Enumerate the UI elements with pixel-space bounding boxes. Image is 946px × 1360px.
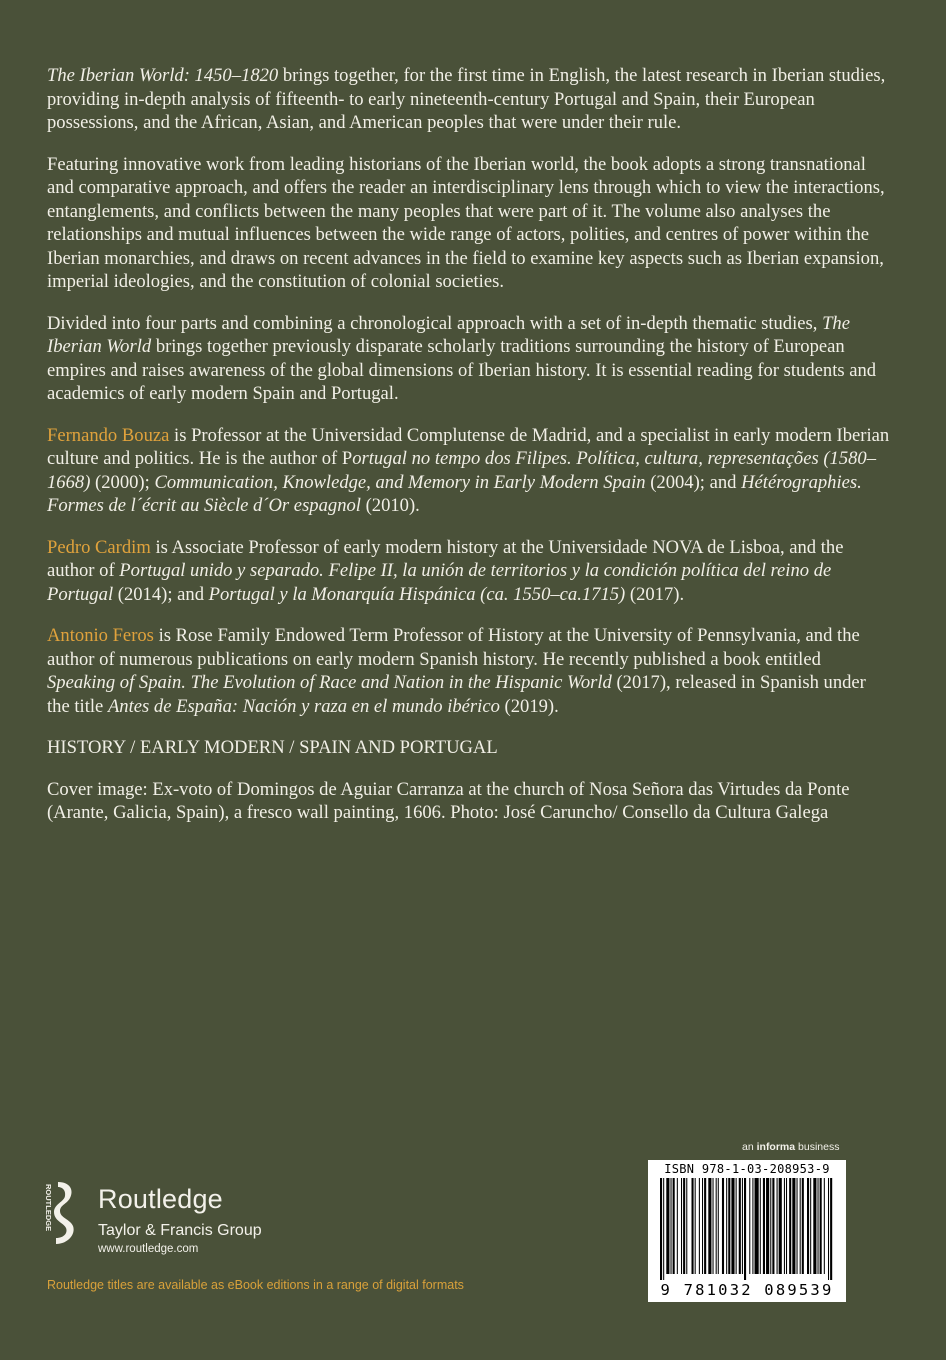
publisher-group: Taylor & Francis Group [98,1222,262,1239]
editor-name: Antonio Feros [47,625,154,646]
isbn-label: ISBN 978-1-03-208953-9 [664,1162,830,1176]
blurb-paragraph-2: Featuring innovative work from leading historians of the Iberian world, the book adopts a strong transnational and comparative approach, and offers the reader an interdisciplinary lens through which to view the interactions, entanglements, and conflicts between the many peoples that were part of it. The volume also analyses the relationships and mutual influences between the wide range of actors, polities, and centres of power within the Iberian monarchies, and draws on recent advances in the field to examine key aspects such as Iberian expansion, imperial ideologies, and the constitution of colonial societies. [47,153,885,292]
barcode [648,1160,846,1302]
publisher-url: www.routledge.com [98,1243,199,1255]
editor-name: Fernando Bouza [47,424,170,446]
cover-image-credit: Cover image: Ex-voto of Domingos de Aguiar Carranza at the church of Nosa Señora das Virtudes da Ponte (Arante, Galicia, Spain), a fresco wall painting, 1606. Photo: José Caruncho/ Consello da Cultura Galega [47,778,850,823]
routledge-logo-icon [40,1178,100,1258]
blurb-paragraph-1: The Iberian World: 1450–1820 brings together, for the first time in English, the latest research in Iberian studies, providing in-depth analysis of fifteenth- to early nineteenth-century Portugal and Spain, their European possessions, and the African, Asian, and American peoples that were under their rule. [47,65,886,133]
ean-number: 9 781032 089539 [660,1281,834,1299]
publisher-name: Routledge [98,1184,223,1214]
svg-text:ROUTLEDGE: ROUTLEDGE [44,1184,53,1232]
ebook-note: Routledge titles are available as eBook editions in a range of digital formats [47,1278,464,1292]
informa-tagline: an informa business [742,1141,840,1153]
book-title: The Iberian World: 1450–1820 [47,65,279,86]
subject-category: HISTORY / EARLY MODERN / SPAIN AND PORTUGAL [47,737,498,758]
editor-bio-cardim: Pedro Cardim is Associate Professor of early modern history at the Universidade NOVA de Lisboa, and the author of Portugal unido y separado. Felipe II, la unión de territorios y la condición política del reino de Portugal (2014); and Portugal y la Monarquía Hispánica (ca. 1550–ca.1715) (2017). [47,536,844,605]
blurb-paragraph-3: Divided into four parts and combining a chronological approach with a set of in-depth thematic studies, The Iberian World brings together previously disparate scholarly traditions surrounding the history of European empires and raises awareness of the global dimensions of Iberian history. It is essential reading for students and academics of early modern Spain and Portugal. [47,312,877,404]
barcode-bars-icon [656,1178,838,1280]
editor-bio-feros: Antonio Feros is Rose Family Endowed Term Professor of History at the University of Pennsylvania, and the author of numerous publications on early modern Spanish history. He recently published a book entitled Speaking of Spain. The Evolution of Race and Nation in the Hispanic World (2017), released in Spanish under the title Antes de España: Nación y raza en el mundo ibérico (2019). [47,625,866,717]
editor-name: Pedro Cardim [47,536,151,558]
back-cover-text [47,64,892,843]
editor-bio-bouza: Fernando Bouza is Professor at the Universidad Complutense de Madrid, and a specialist in early modern Iberian culture and politics. He is the author of Portugal no tempo dos Filipes. Política, cultura, representações (1580–1668) (2000); Communication, Knowledge, and Memory in Early Modern Spain (2004); and Hétérographies. Formes de l´écrit au Siècle d´Or espagnol (2010). [47,424,890,516]
